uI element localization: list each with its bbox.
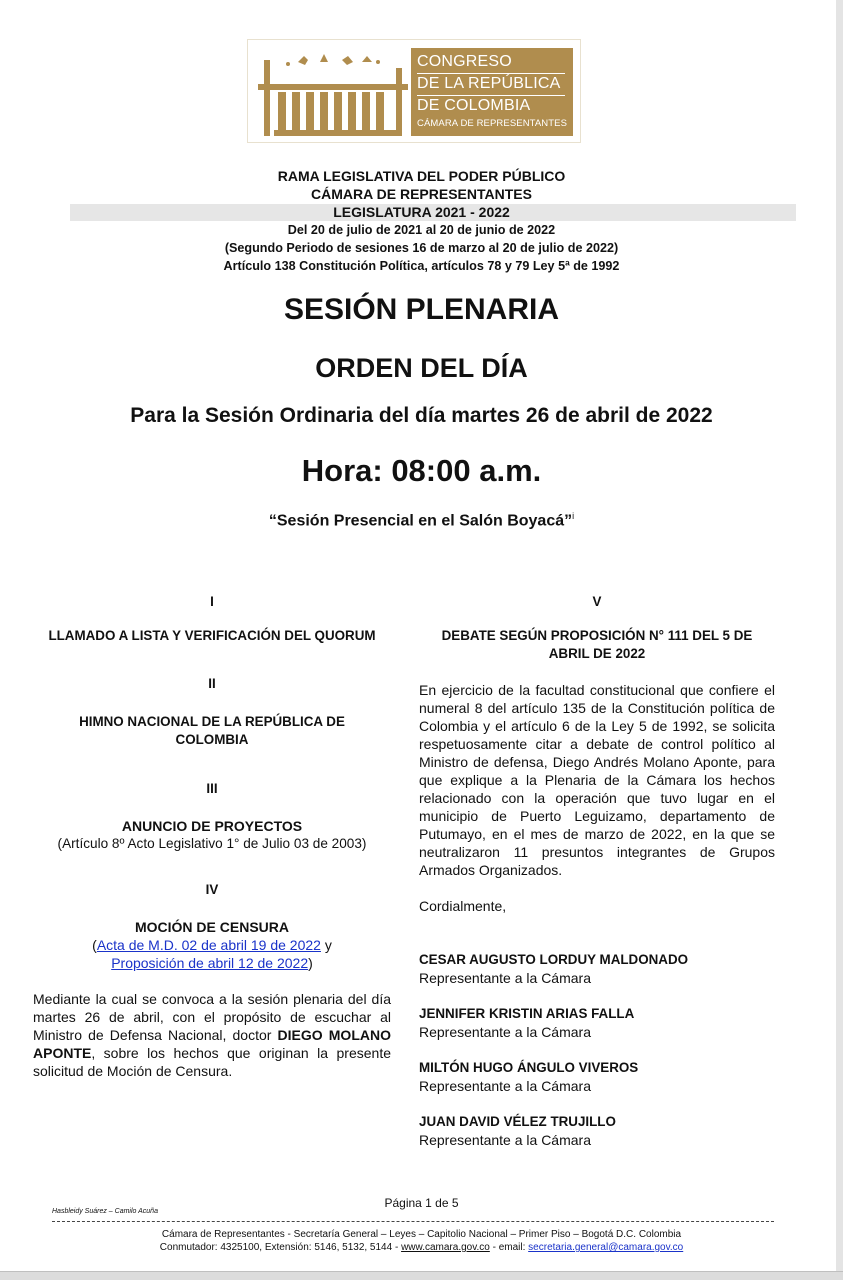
section-title: LLAMADO A LISTA Y VERIFICACIÓN DEL QUORUM [48,628,376,643]
logo-divider [417,95,565,96]
logo-text-panel [411,48,573,136]
signer-role: Representante a la Cámara [419,1132,591,1148]
signer-block [419,1113,775,1149]
conjunction: y [320,937,332,953]
proposicion-link[interactable]: Proposición de abril 12 de 2022 [111,955,309,971]
minister-name: DIEGO MOLANO APONTE [33,1027,391,1061]
signer-block [419,1059,775,1095]
left-column [33,593,391,1080]
session-date: Para la Sesión Ordinaria del día martes 26 de abril de 2022 [130,404,713,427]
section-number: III [206,781,218,796]
signer-role: Representante a la Cámara [419,1078,591,1094]
section-number: II [208,676,216,691]
right-column [419,593,775,1149]
signer-name: JENNIFER KRISTIN ARIAS FALLA [419,1006,635,1021]
signer-name: MILTÓN HUGO ÁNGULO VIVEROS [419,1060,639,1075]
logo-line-4: CÁMARA DE REPRESENTANTES [417,118,568,129]
logo-divider [417,73,565,74]
motion-references [33,936,391,972]
section-title: HIMNO NACIONAL DE LA REPÚBLICA DE COLOMBIA [79,714,345,747]
section-subtitle: (Artículo 8º Acto Legislativo 1° de Julio 03 de 2003) [57,836,367,851]
motion-body [33,990,391,1080]
congress-logo [247,39,581,143]
header-line-2: CÁMARA DE REPRESENTANTES [311,186,532,202]
session-venue [0,511,843,530]
body-text: , sobre los hechos que originan la presente solicitud de Moción de Censura. [33,1045,391,1079]
debate-body: En ejercicio de la facultad constitucional que confiere el numeral 8 del artículo 135 de la Constitución política de Colombia y el artículo 6 de la Ley 5 de 1992, se solicita respetuosamente citar a debate de control político al Ministro de defensa, Diego Andrés Molano Aponte, para que explique a la Plenaria de la Cámara los hechos relacionado con la operación que tuvo lugar en el municipio de Puerto Leguizamo, departamento de Putumayo, en el mes de marzo de 2022, en la que se neutralizaron 11 presuntos integrantes de Grupos Armados Organizados. [419,682,775,878]
footer-authors: Hasbleidy Suárez – Camilo Acuña [52,1208,158,1215]
section-title: DEBATE SEGÚN PROPOSICIÓN N° 111 DEL 5 DE ABRIL DE 2022 [441,628,753,661]
footer-divider [52,1221,774,1222]
header-line-3: LEGISLATURA 2021 - 2022 [333,204,510,220]
header-line-4: Del 20 de julio de 2021 al 20 de junio de 2022 [287,223,556,237]
footer-address: Cámara de Representantes - Secretaría General – Leyes – Capitolio Nacional – Primer Piso – Bogotá D.C. Colombia [161,1229,682,1240]
signer-role: Representante a la Cámara [419,970,591,986]
page-edge [0,1272,843,1280]
signer-role: Representante a la Cámara [419,1024,591,1040]
logo-line-3: DE COLOMBIA [417,97,531,114]
section-number: IV [205,882,219,897]
session-title: SESIÓN PLENARIA [283,293,560,326]
logo-line-2: DE LA REPÚBLICA [417,75,561,92]
header-line-1: RAMA LEGISLATIVA DEL PODER PÚBLICO [277,168,566,184]
acta-link[interactable]: Acta de M.D. 02 de abril 19 de 2022 [96,937,321,953]
session-time: Hora: 08:00 a.m. [301,453,542,488]
closing: Cordialmente, [419,898,507,914]
section-title: MOCIÓN DE CENSURA [134,919,289,935]
website-link[interactable]: www.camara.gov.co [401,1242,490,1253]
signer-name: JUAN DAVID VÉLEZ TRUJILLO [419,1114,616,1129]
agenda-title: ORDEN DEL DÍA [315,353,528,383]
header-line-5: (Segundo Periodo de sesiones 16 de marzo al 20 de julio de 2022) [224,241,619,255]
section-title: ANUNCIO DE PROYECTOS [121,818,303,834]
page-edge [836,0,843,1280]
page-number: Página 1 de 5 [384,1196,459,1210]
body-text: Mediante la cual se convoca a la sesión plenaria del día martes 26 de abril, con el propósito de escuchar al Ministro de Defensa Nacional, doctor [33,991,391,1043]
email-link[interactable]: secretaria.general@camara.gov.co [528,1242,684,1253]
logo-line-1: CONGRESO [417,53,512,70]
header-line-6: Artículo 138 Constitución Política, artículos 78 y 79 Ley 5ª de 1992 [223,259,620,273]
venue-text: “Sesión Presencial en el Salón Boyacá” [268,512,573,530]
capitol-building-icon [258,48,408,136]
section-number: V [592,594,602,609]
signer-block [419,1005,775,1041]
paren-open: ( [92,937,97,953]
email-label: - email: [489,1242,529,1253]
contact-text: Conmutador: 4325100, Extensión: 5146, 5132, 5144 - [159,1242,402,1253]
paren-close: ) [308,955,313,971]
section-number: I [210,594,214,609]
footer-contact [0,1242,843,1254]
venue-footnote-marker[interactable]: i [572,511,575,521]
signer-name: CESAR AUGUSTO LORDUY MALDONADO [419,952,689,967]
signer-block [419,951,775,987]
